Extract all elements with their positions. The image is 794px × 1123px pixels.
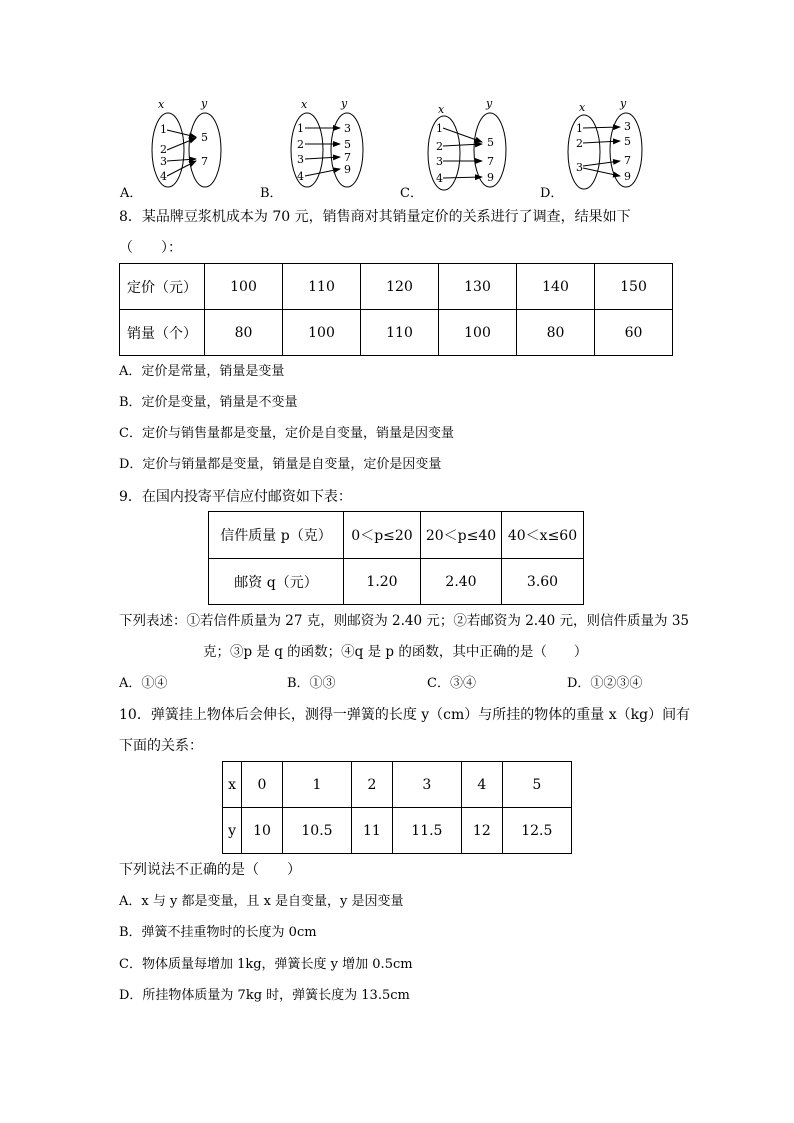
table-row xyxy=(120,264,673,310)
y-element: 9 xyxy=(624,170,631,183)
table-cell: 100 xyxy=(283,310,361,356)
x-axis-label: x xyxy=(438,103,445,116)
q9-option-b[interactable]: B．①③ xyxy=(287,676,336,691)
q10-option-a[interactable]: A．x 与 y 都是变量，且 x 是自变量，y 是因变量 xyxy=(119,894,404,909)
x-element: 2 xyxy=(297,138,304,151)
table-cell: 11 xyxy=(352,808,393,854)
table-cell: 0＜p≤20 xyxy=(344,512,421,559)
y-element: 5 xyxy=(624,135,631,148)
x-element: 1 xyxy=(576,122,583,135)
y-element: 9 xyxy=(487,171,494,184)
table-cell: 1.20 xyxy=(344,559,421,605)
x-element: 2 xyxy=(576,137,583,150)
mapping-arrow xyxy=(583,127,620,128)
y-element: 5 xyxy=(487,136,494,149)
mapping-arrow xyxy=(167,161,196,176)
x-element: 4 xyxy=(436,172,443,185)
table-cell: 100 xyxy=(439,310,517,356)
table-cell: 12 xyxy=(462,808,503,854)
table-cell: 邮资 q（元） xyxy=(209,559,344,605)
y-element: 3 xyxy=(344,122,351,135)
option-c-label[interactable]: C． xyxy=(400,186,423,201)
table-cell: 140 xyxy=(517,264,595,310)
table-cell: 110 xyxy=(361,310,439,356)
x-element: 2 xyxy=(436,140,443,153)
q8-stem-line1: 8．某品牌豆浆机成本为 70 元，销售商对其销量定价的关系进行了调查，结果如下 xyxy=(119,209,631,225)
table-cell: 2 xyxy=(352,762,393,808)
q9-postage-table xyxy=(208,511,584,605)
x-element: 3 xyxy=(436,155,443,168)
y-axis-label: y xyxy=(486,97,493,110)
table-cell: 11.5 xyxy=(392,808,461,854)
mapping-arrow xyxy=(167,138,196,150)
y-element: 7 xyxy=(344,151,351,164)
table-cell: 0 xyxy=(242,762,283,808)
option-a-label[interactable]: A． xyxy=(120,186,143,201)
x-element: 2 xyxy=(160,143,167,156)
q8-stem-line2: （ ）： xyxy=(119,240,182,256)
y-axis-label: y xyxy=(620,97,627,110)
table-cell: 销量（个） xyxy=(120,310,205,356)
table-cell: 信件质量 p（克） xyxy=(209,512,344,559)
x-element: 3 xyxy=(297,153,304,166)
y-element: 5 xyxy=(201,131,208,144)
table-cell: 120 xyxy=(361,264,439,310)
y-axis-label: y xyxy=(201,97,208,110)
table-cell: 1 xyxy=(282,762,351,808)
table-cell: 40＜x≤60 xyxy=(502,512,584,559)
y-element: 5 xyxy=(344,138,351,151)
table-cell: 150 xyxy=(595,264,673,310)
q9-option-d[interactable]: D．①②③④ xyxy=(567,676,643,691)
table-cell: 10.5 xyxy=(282,808,351,854)
table-cell: 5 xyxy=(502,762,571,808)
table-cell: 3 xyxy=(392,762,461,808)
table-cell: 20＜p≤40 xyxy=(421,512,502,559)
q7-diagram-d xyxy=(568,97,642,189)
q10-stem-line2: 下面的关系： xyxy=(119,738,203,754)
table-cell: 定价（元） xyxy=(120,264,205,310)
table-row xyxy=(209,512,584,559)
q10-option-d[interactable]: D．所挂物体质量为 7kg 时，弹簧长度为 13.5cm xyxy=(119,988,410,1003)
mapping-arrow xyxy=(583,161,620,166)
y-element: 7 xyxy=(624,154,631,167)
table-row xyxy=(223,808,572,854)
x-element: 4 xyxy=(160,170,167,183)
table-cell: 130 xyxy=(439,264,517,310)
q10-option-b[interactable]: B．弹簧不挂重物时的长度为 0cm xyxy=(119,925,317,940)
table-cell: 80 xyxy=(517,310,595,356)
q8-option-d[interactable]: D．定价与销量都是变量，销量是自变量，定价是因变量 xyxy=(119,457,442,472)
q8-option-c[interactable]: C．定价与销售量都是变量，定价是自变量，销量是因变量 xyxy=(119,426,454,441)
y-element: 9 xyxy=(344,163,351,176)
table-cell: 10 xyxy=(242,808,283,854)
x-axis-label: x xyxy=(158,98,165,111)
table-row xyxy=(223,762,572,808)
q10-spring-table xyxy=(222,761,572,854)
x-element: 1 xyxy=(436,122,443,135)
option-d-label[interactable]: D． xyxy=(540,186,564,201)
q10-option-c[interactable]: C．物体质量每增加 1kg，弹簧长度 y 增加 0.5cm xyxy=(119,957,413,972)
table-row xyxy=(209,559,584,605)
x-element: 1 xyxy=(160,123,167,136)
table-row xyxy=(120,310,673,356)
mapping-arrow xyxy=(443,144,482,146)
q8-option-b[interactable]: B．定价是变量，销量是不变量 xyxy=(119,395,298,410)
x-axis-label: x xyxy=(579,101,586,114)
q9-option-a[interactable]: A．①④ xyxy=(119,676,168,691)
x-element: 4 xyxy=(297,170,304,183)
table-cell: y xyxy=(223,808,242,854)
table-cell: 80 xyxy=(205,310,283,356)
table-cell: x xyxy=(223,762,242,808)
q10-question: 下列说法不正确的是（ ） xyxy=(119,862,301,878)
table-cell: 4 xyxy=(462,762,503,808)
table-cell: 60 xyxy=(595,310,673,356)
x-axis-label: x xyxy=(301,98,308,111)
q8-price-sales-table xyxy=(119,263,673,356)
q8-option-a[interactable]: A．定价是常量，销量是变量 xyxy=(119,364,285,379)
mapping-arrow xyxy=(443,177,482,178)
q9-statements-line2: 克；③p 是 q 的函数；④q 是 p 的函数，其中正确的是（ ） xyxy=(203,644,588,660)
q7-diagram-b xyxy=(291,97,363,187)
q7-diagram-a xyxy=(152,97,221,187)
option-b-label[interactable]: B． xyxy=(260,186,283,201)
table-cell: 110 xyxy=(283,264,361,310)
y-element: 7 xyxy=(487,155,494,168)
x-element: 3 xyxy=(160,155,167,168)
y-axis-label: y xyxy=(341,97,348,110)
table-cell: 100 xyxy=(205,264,283,310)
mapping-arrow xyxy=(583,168,620,176)
y-element: 7 xyxy=(201,155,208,168)
x-element: 3 xyxy=(576,161,583,174)
q10-stem-line1: 10．弹簧挂上物体后会伸长，测得一弹簧的长度 y（cm）与所挂的物体的重量 x（kg）间有 xyxy=(119,707,691,723)
mapping-arrow xyxy=(583,141,620,143)
q7-diagram-c xyxy=(428,97,506,190)
q9-option-c[interactable]: C．③④ xyxy=(427,676,476,691)
q9-stem: 9．在国内投寄平信应付邮资如下表： xyxy=(119,489,352,505)
mapping-arrow xyxy=(167,159,196,161)
table-cell: 12.5 xyxy=(502,808,571,854)
table-cell: 2.40 xyxy=(421,559,502,605)
x-element: 1 xyxy=(297,122,304,135)
q9-statements-line1: 下列表述：①若信件质量为 27 克，则邮资为 2.40 元；②若邮资为 2.40 元，则信件质量为 35 xyxy=(119,613,690,629)
table-cell: 3.60 xyxy=(502,559,584,605)
y-element: 3 xyxy=(624,120,631,133)
